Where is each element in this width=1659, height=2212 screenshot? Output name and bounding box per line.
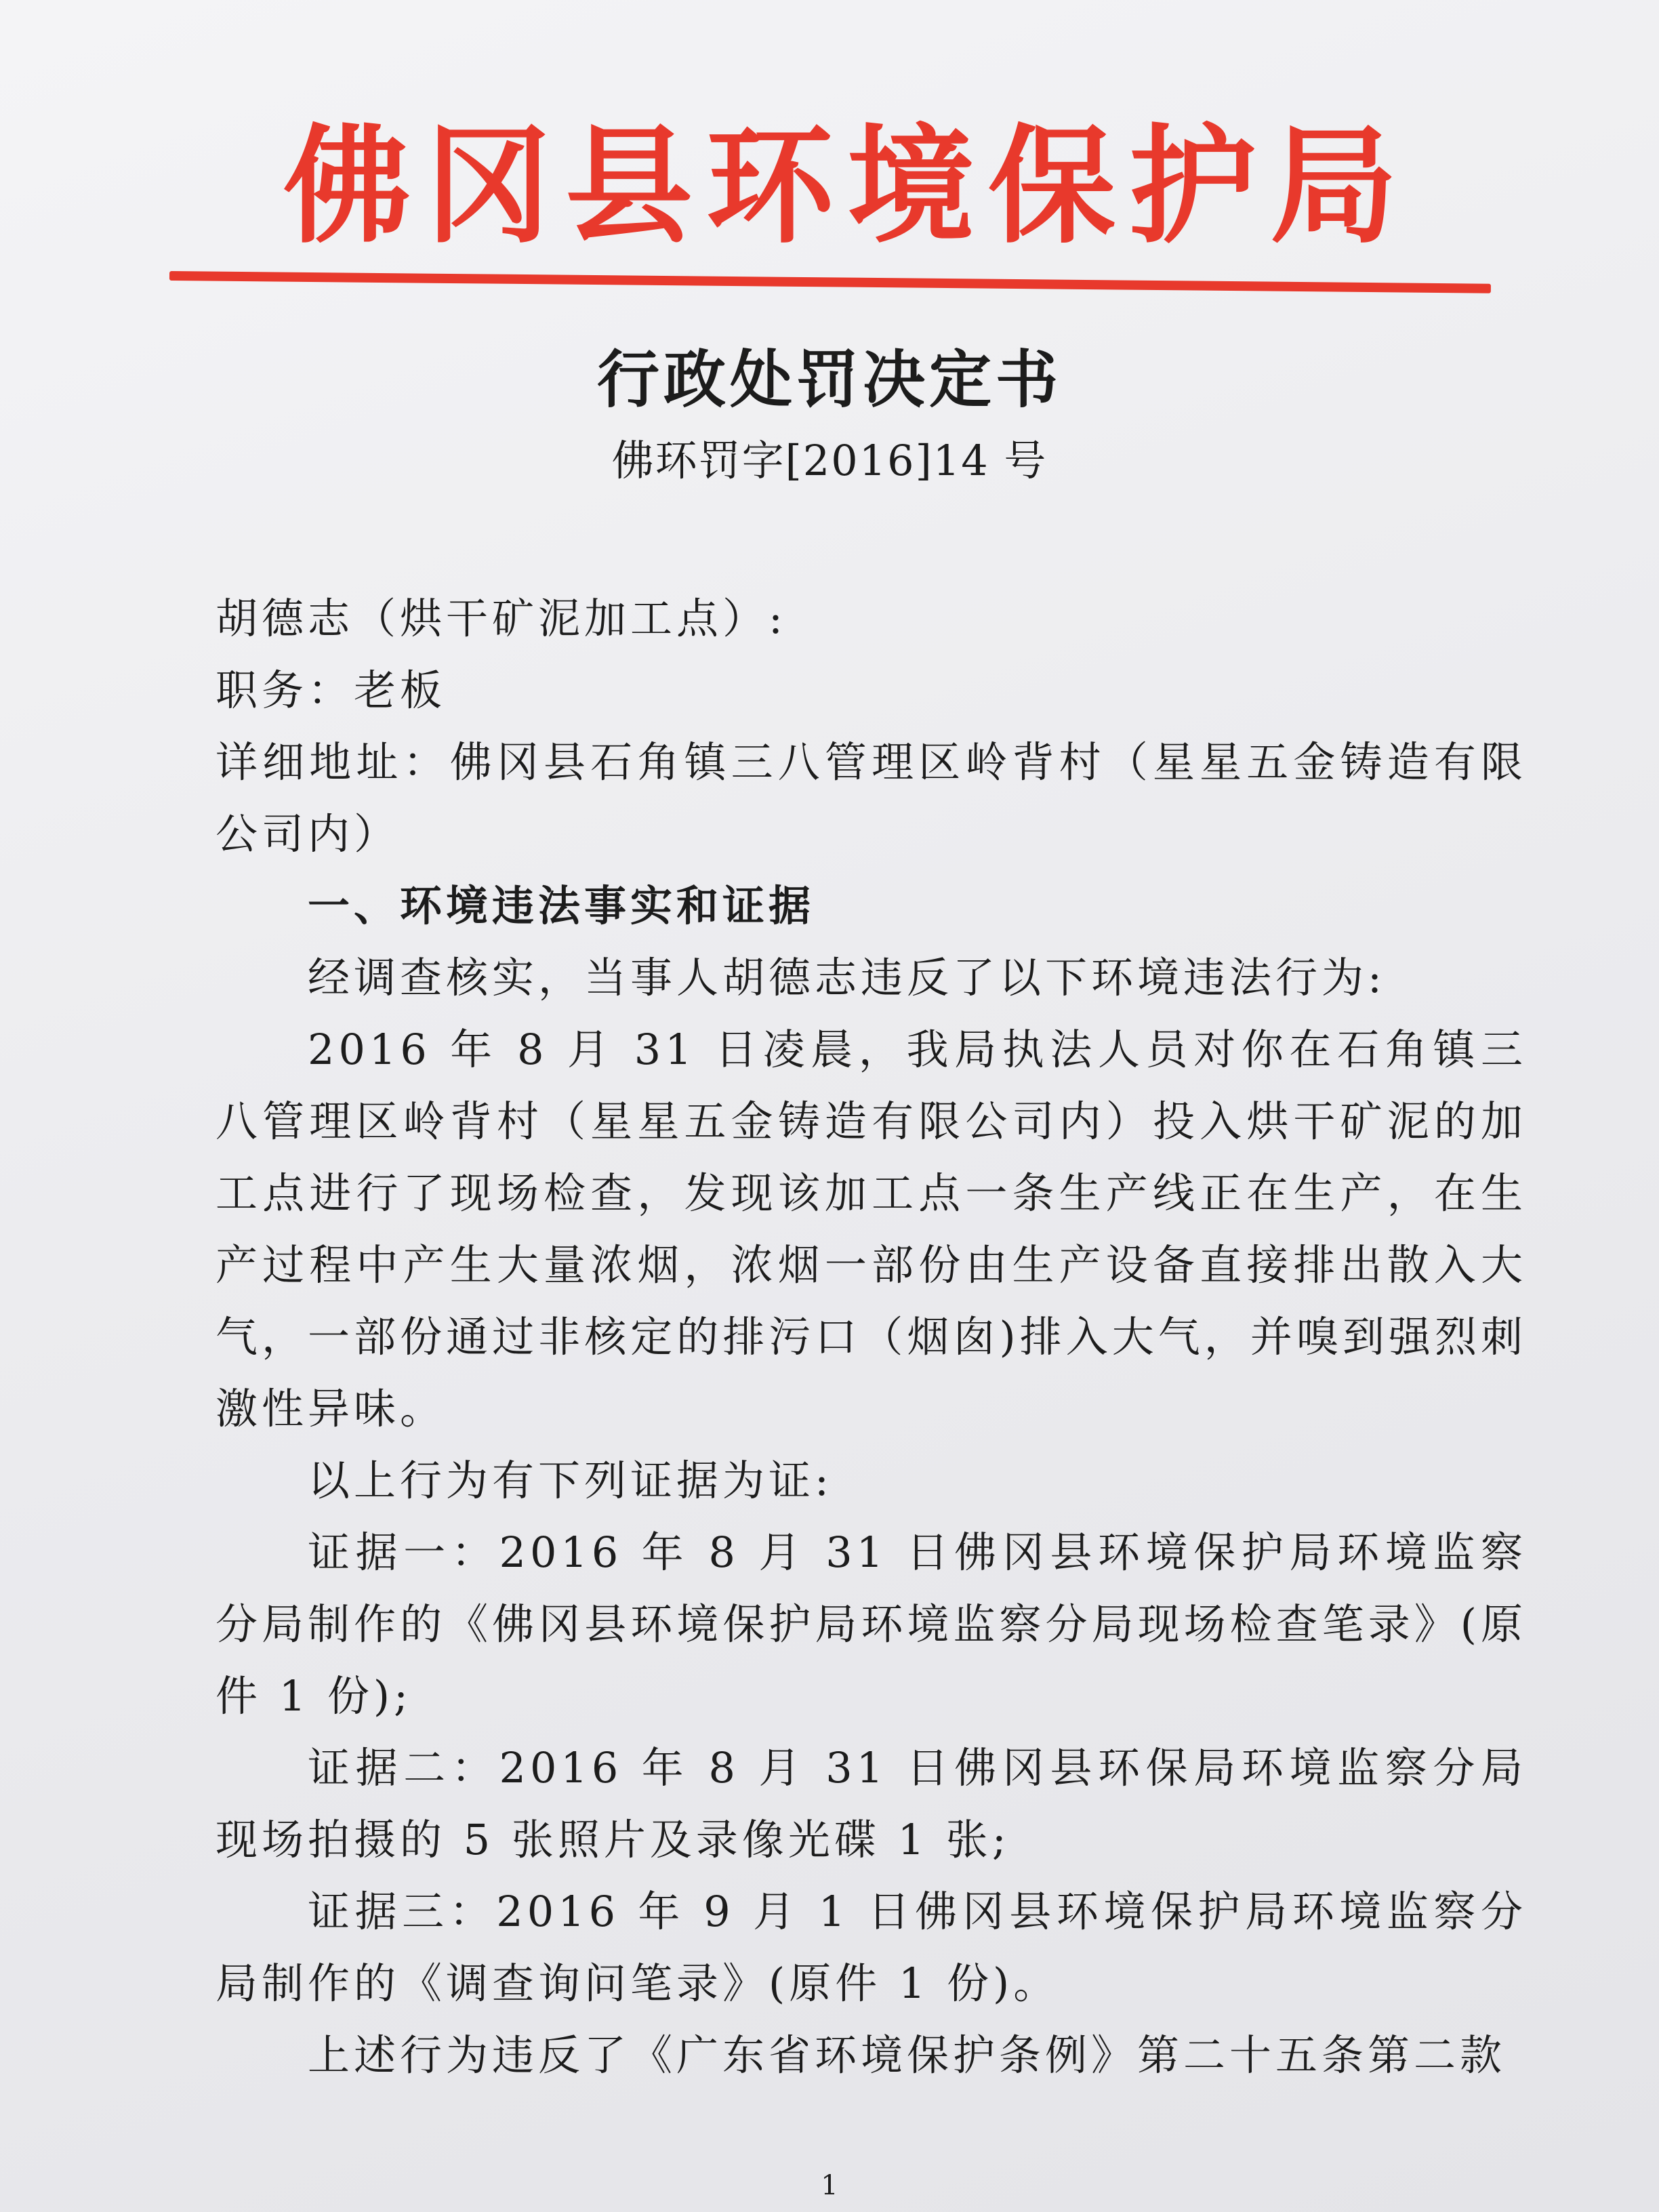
position-line: 职务：老板 bbox=[216, 665, 447, 715]
intro-paragraph: 经调查核实，当事人胡德志违反了以下环境违法行为: bbox=[308, 953, 1386, 1002]
section-heading: 一、环境违法事实和证据 bbox=[308, 881, 815, 930]
letterhead-org-name: 佛冈县环境保护局 bbox=[283, 111, 1411, 261]
evidence-intro: 以上行为有下列证据为证: bbox=[308, 1456, 833, 1505]
document-body bbox=[216, 583, 1527, 2091]
letterhead-red-rule bbox=[169, 271, 1491, 293]
recipient-line: 胡德志（烘干矿泥加工点）: bbox=[216, 594, 787, 643]
facts-paragraph: 2016 年 8 月 31 日凌晨，我局执法人员对你在石角镇三八管理区岭背村（星星五金铸造有限公司内）投入烘干矿泥的加工点进行了现场检查，发现该加工点一条生产线正在生产，在生产过程中产生大量浓烟，浓烟一部份由生产设备直接排出散入大气，一部份通过非核定的排污口（烟囱)排入大气，并嗅到强烈刺激性异味。 bbox=[216, 1025, 1527, 1433]
evidence-item-2: 证据二：2016 年 8 月 31 日佛冈县环保局环境监察分局现场拍摄的 5 张照片及录像光碟 1 张; bbox=[216, 1743, 1527, 1864]
evidence-item-3: 证据三：2016 年 9 月 1 日佛冈县环境保护局环境监察分局制作的《调查询问笔录》(原件 1 份)。 bbox=[216, 1887, 1527, 2008]
document-title: 行政处罚决定书 bbox=[596, 343, 1062, 416]
document-number: 佛环罚字[2016]14 号 bbox=[611, 436, 1048, 485]
evidence-item-1: 证据一：2016 年 8 月 31 日佛冈县环境保护局环境监察分局制作的《佛冈县环境保护局环境监察分局现场检查笔录》(原件 1 份); bbox=[216, 1528, 1527, 1721]
page-number: 1 bbox=[821, 2170, 838, 2201]
address-line: 详细地址：佛冈县石角镇三八管理区岭背村（星星五金铸造有限公司内） bbox=[216, 737, 1527, 859]
violation-paragraph: 上述行为违反了《广东省环境保护条例》第二十五条第二款 bbox=[308, 2030, 1507, 2080]
